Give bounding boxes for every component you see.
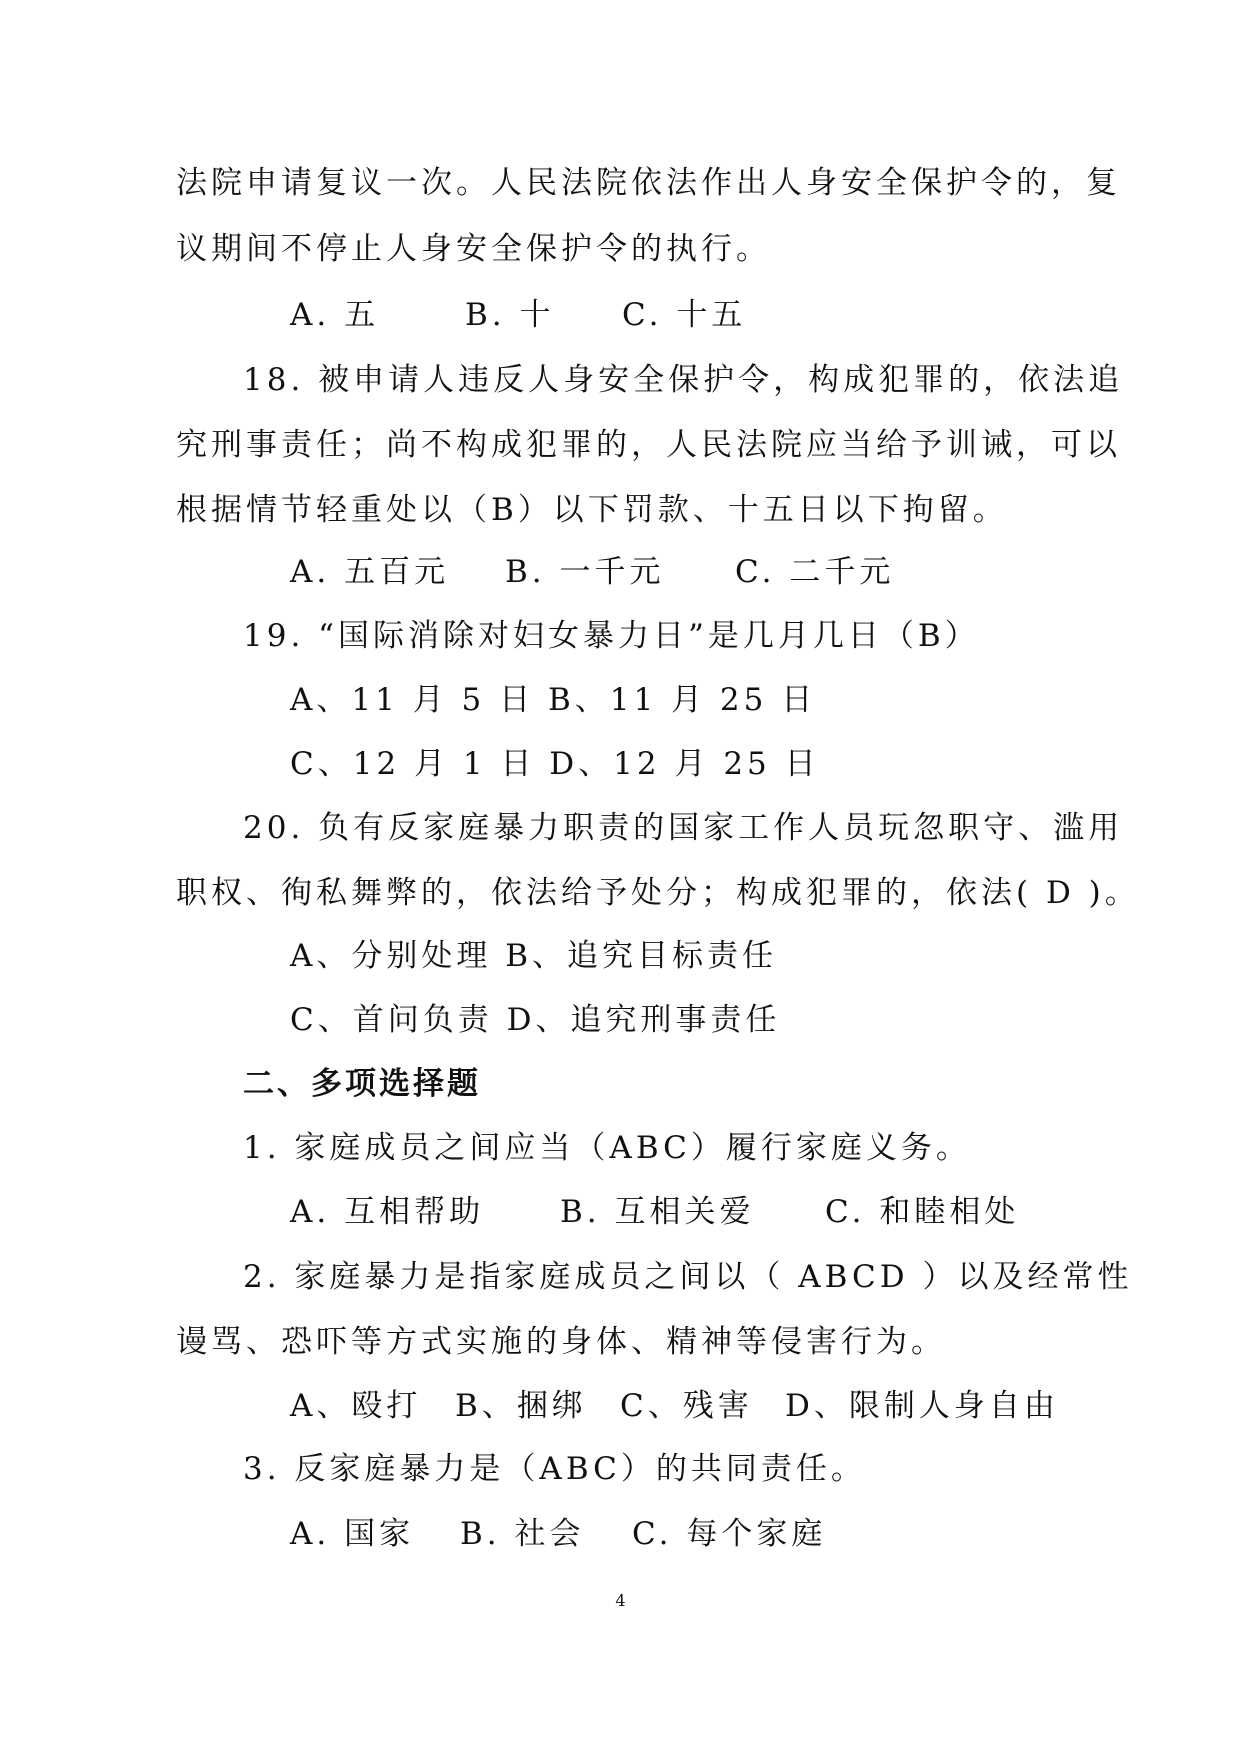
option-b: B. 十 [465,297,555,333]
question-20-options-cd: C、首问负责 D、追究刑事责任 [290,1002,781,1038]
option-a: A. 五百元 [290,554,450,590]
option-c: C. 二千元 [735,554,895,590]
option-c: C、残害 [620,1388,753,1424]
option-a: A. 互相帮助 [290,1194,485,1230]
section-heading: 二、多项选择题 [243,1066,481,1102]
option-a: A. 五 [290,297,380,333]
multi-question-1: 1. 家庭成员之间应当（ABC）履行家庭义务。 [243,1130,971,1166]
option-c: C. 十五 [622,297,747,333]
option-b: B. 互相关爱 [560,1194,755,1230]
option-a: A. 国家 [290,1516,415,1552]
question-20-options-ab: A、分别处理 B、追究目标责任 [290,938,778,974]
question-19: 19. “国际消除对妇女暴力日”是几月几日（B） [243,618,980,654]
question-20-line-2: 职权、徇私舞弊的，依法给予处分；构成犯罪的，依法( D )。 [176,875,1140,911]
option-d: D、限制人身自由 [785,1388,1059,1424]
multi-question-3: 3. 反家庭暴力是（ABC）的共同责任。 [243,1451,866,1487]
question-19-options-cd: C、12 月 1 日 D、12 月 25 日 [290,746,820,782]
option-c: C. 和睦相处 [825,1194,1020,1230]
question-20-line-1: 20. 负有反家庭暴力职责的国家工作人员玩忽职守、滥用 [243,810,1124,846]
option-b: B. 一千元 [505,554,665,590]
paragraph-line: 法院申请复议一次。人民法院依法作出人身安全保护令的，复 [176,165,1121,201]
option-a: A、殴打 [290,1388,422,1424]
multi-question-2-line-2: 谩骂、恐吓等方式实施的身体、精神等侵害行为。 [176,1324,946,1360]
page-number: 4 [615,1591,626,1610]
question-19-options-ab: A、11 月 5 日 B、11 月 25 日 [290,682,817,718]
question-18-line-3: 根据情节轻重处以（B）以下罚款、十五日以下拘留。 [176,492,1008,528]
question-18-line-1: 18. 被申请人违反人身安全保护令，构成犯罪的，依法追 [243,362,1124,398]
multi-question-2-line-1: 2. 家庭暴力是指家庭成员之间以（ ABCD ）以及经常性 [243,1259,1133,1295]
option-c: C. 每个家庭 [632,1516,827,1552]
option-b: B. 社会 [460,1516,585,1552]
question-18-line-2: 究刑事责任；尚不构成犯罪的，人民法院应当给予训诫，可以 [176,427,1121,463]
option-b: B、捆绑 [455,1388,587,1424]
paragraph-line: 议期间不停止人身安全保护令的执行。 [176,231,771,267]
